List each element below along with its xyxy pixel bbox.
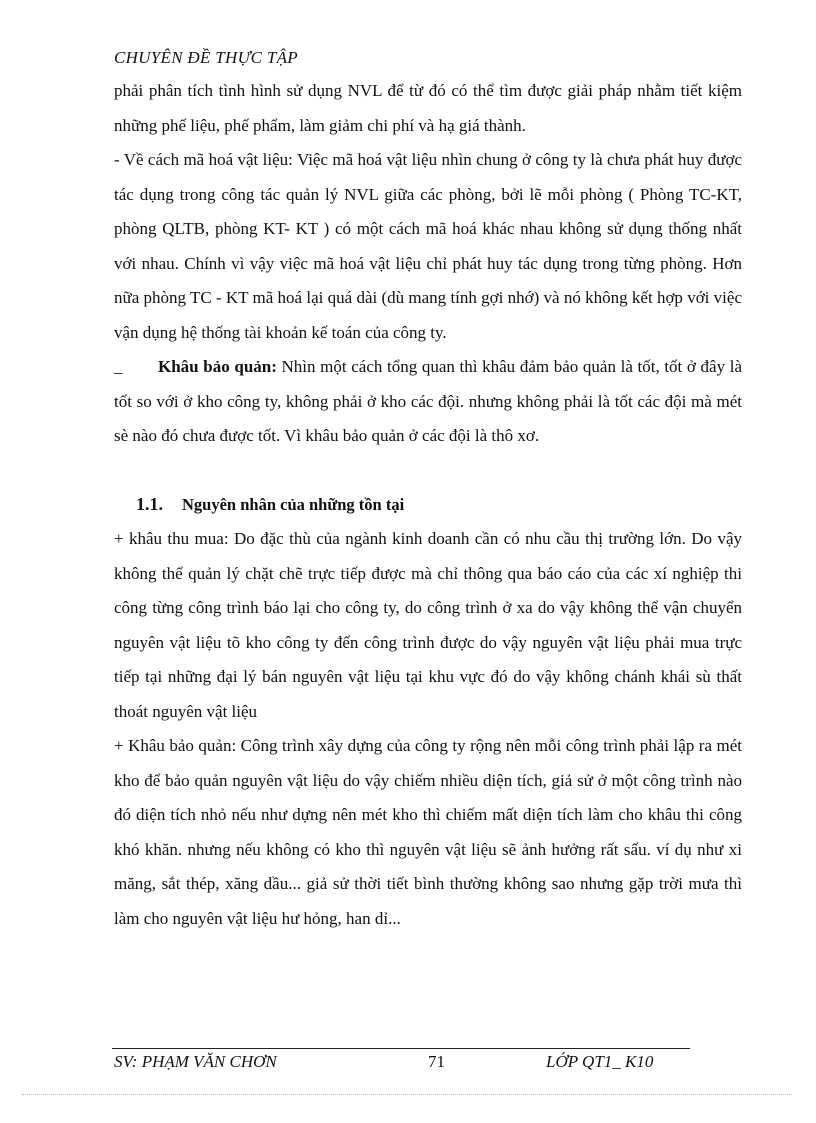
paragraph-nvl-analysis: phải phân tích tình hình sử dụng NVL để từ đó có thể tìm được giải pháp nhằm tiết kiệm những phế liệu, phế phẩm, làm giảm chi phí và hạ giá thành.: [114, 81, 742, 135]
section-heading: [114, 487, 742, 523]
section-gap: [114, 454, 742, 487]
storage-text: Nhìn một cách tổng quan thì khâu đảm bảo quản là tốt, tốt ở đây là tốt so với ở kho công ty, không phải ở kho các đội. nhưng không phải là tốt các đội mà mét sè nào đó chưa được tốt. Vì khâu bảo quản ở các đội là thô xơ.: [114, 357, 742, 445]
paragraph-dash: _: [114, 357, 123, 376]
body-text: [114, 74, 742, 936]
section-title: Nguyên nhân của những tồn tại: [182, 494, 405, 514]
page-border-dots: [22, 1094, 792, 1095]
paragraph-storage: [114, 350, 742, 454]
paragraph-storage-causes: + Khâu bảo quản: Công trình xây dựng của công ty rộng nên mỗi công trình phải lập ra mét kho để bảo quản nguyên vật liệu do vậy chiếm nhiều diện tích, giả sử ở một công trình nào đó diện tích nhỏ nếu như dựng nên mét kho thì chiếm mất diện tích làm cho khâu thi công khó khăn. nhưng nếu không có kho thì nguyên vật liệu sẽ ảnh hưởng rất sấu. ví dụ như xi măng, sắt thép, xăng dầu... giả sử thời tiết bình thường không sao nhưng gặp trời mưa thì làm cho nguyên vật liệu hư hỏng, han dỉ...: [114, 736, 742, 928]
page-header: CHUYÊN ĐỀ THỰC TẬP: [114, 48, 298, 67]
footer-divider: [112, 1048, 690, 1049]
paragraph-material-coding: - Về cách mã hoá vật liệu: Việc mã hoá vật liệu nhìn chung ở công ty là chưa phát huy được tác dụng trong công tác quản lý NVL giữa các phòng, bởi lẽ mỗi phòng ( Phòng TC-KT, phòng QLTB, phòng KT- KT ) có một cách mã hoá khác nhau không sử dụng thống nhất với nhau. Chính vì vậy việc mã hoá vật liệu chỉ phát huy tác dụng trong từng phòng. Hơn nữa phòng TC - KT mã hoá lại quá dài (dù mang tính gợi nhớ) và nó không kết hợp với việc vận dụng hệ thống tài khoản kế toán của công ty.: [114, 150, 742, 342]
footer-class: LỚP QT1_ K10: [546, 1052, 654, 1071]
section-number: 1.1.: [136, 493, 163, 514]
footer-student-name: SV: PHẠM VĂN CHƠN: [114, 1052, 277, 1071]
page-number: 71: [428, 1052, 445, 1071]
paragraph-purchasing: + khâu thu mua: Do đặc thù của ngành kinh doanh cần có nhu cầu thị trường lớn. Do vậy không thể quản lý chặt chẽ trực tiếp được mà chỉ thông qua báo cáo của các xí nghiệp thi công từng công trình báo lại cho công ty, do công trình ở xa do vậy không thể vận chuyển nguyên vật liệu tõ kho công ty đến công trình được do vậy nguyên vật liệu phải mua trực tiếp tại những đại lý bán nguyên vật liệu tại khu vực đó do vậy không chánh khái sù thất thoát nguyên vật liệu: [114, 529, 742, 721]
storage-label: Khâu bảo quản:: [158, 357, 277, 376]
page-footer: [114, 1052, 694, 1076]
